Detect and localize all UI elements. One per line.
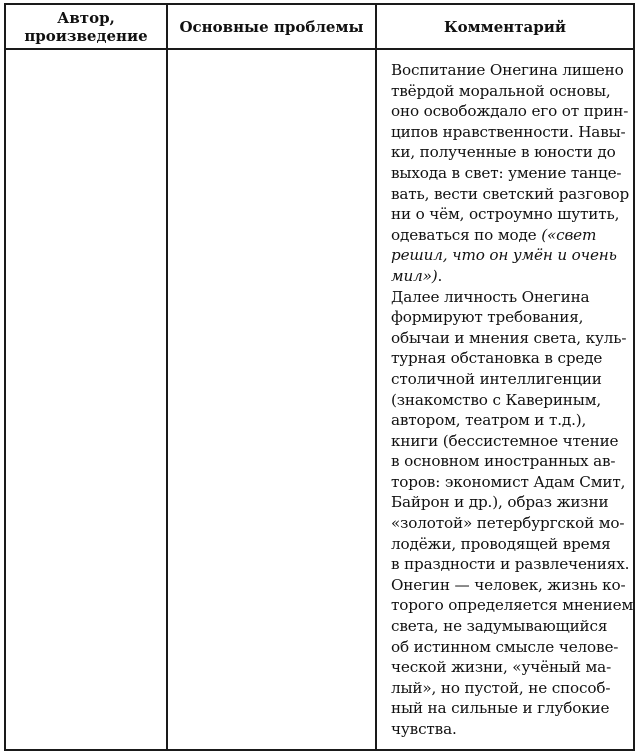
comment-line-text: Воспитание Онегина лишено (391, 61, 624, 79)
comment-line (391, 81, 629, 102)
comment-line (391, 101, 629, 122)
comment-line (391, 575, 629, 596)
comment-line (391, 492, 629, 513)
comment-line-text: твёрдой моральной основы, (391, 81, 611, 100)
comment-line (391, 287, 629, 308)
comment-italic-text: мил») (391, 266, 438, 285)
comment-line-text: Байрон и др.), образ жизни (391, 493, 609, 512)
comment-line-text: (знакомство с Кавериным, (391, 390, 602, 409)
comment-line (391, 369, 629, 390)
comment-line-text: ный на сильные и глубокие (391, 699, 610, 718)
comment-line (391, 266, 629, 287)
header-comment: Комментарий (376, 4, 634, 49)
comment-line (391, 678, 629, 699)
comment-line (391, 595, 634, 616)
comment-line (391, 122, 629, 143)
comment-line-text: об истинном смысле челове- (391, 637, 619, 656)
comment-line-text: книги (бессистемное чтение (391, 431, 619, 450)
comment-line-text: света, не задумывающийся (391, 617, 608, 636)
comment-line-text: лый», но пустой, не способ- (391, 678, 611, 697)
comment-line (391, 60, 629, 81)
header-problems: Основные проблемы (167, 4, 376, 49)
comment-line-text: турная обстановка в среде (391, 349, 603, 368)
comment-line (391, 431, 629, 452)
comment-line-text: формируют требования, (391, 308, 584, 327)
comment-line (391, 328, 629, 349)
table-row (5, 49, 634, 750)
comment-line-text: автором, театром и т.д.), (391, 411, 587, 430)
comment-line-text: столичной интеллигенции (391, 369, 602, 388)
comment-line (391, 534, 629, 555)
comment-line-text: оно освобождало его от прин- (391, 102, 629, 121)
comment-line (391, 616, 629, 637)
comment-line (391, 225, 629, 246)
comment-line-text: обычаи и мнения света, куль- (391, 328, 627, 347)
comment-line (391, 472, 629, 493)
comment-line-text: выхода в свет: умение танце- (391, 163, 622, 182)
comment-line-text: в основном иностранных ав- (391, 452, 616, 471)
comment-italic-text: решил, что он умён и очень (391, 246, 617, 265)
comment-line (391, 245, 629, 266)
comment-line-text: лодёжи, проводящей время (391, 534, 611, 553)
comment-line-text: ни о чём, остроумно шутить, (391, 205, 620, 224)
comment-line (391, 719, 629, 740)
author-cell (5, 49, 167, 750)
comment-line-text: одеваться по моде (391, 225, 542, 244)
comment-line (391, 184, 629, 205)
comment-line-text: в праздности и развлечениях. (391, 555, 630, 574)
comment-line (391, 390, 629, 411)
comment-line-text: Онегин — человек, жизнь ко- (391, 575, 626, 594)
comment-line (391, 307, 629, 328)
literature-table (4, 3, 635, 751)
comment-line-text: вать, вести светский разговор (391, 184, 630, 203)
comment-line (391, 348, 629, 369)
comment-line-text: торого определяется мнением (391, 596, 634, 615)
header-row (5, 4, 634, 49)
comment-line (391, 204, 629, 225)
comment-line (391, 698, 629, 719)
comment-line (391, 410, 629, 431)
comment-line-text: . (437, 266, 443, 285)
comment-line-text: ки, полученные в юности до (391, 143, 616, 162)
header-author: Автор, произведение (5, 4, 167, 49)
comment-italic-text: («свет (541, 225, 597, 244)
comment-line (391, 637, 629, 658)
comment-line (391, 657, 629, 678)
comment-line (391, 513, 629, 534)
comment-line-text: ческой жизни, «учёный ма- (391, 658, 612, 677)
comment-line-text: Далее личность Онегина (391, 287, 590, 306)
comment-line-text: «золотой» петербургской мо- (391, 514, 625, 533)
comment-line-text: ципов нравственности. Навы- (391, 122, 626, 141)
comment-line (391, 142, 629, 163)
comment-text (377, 50, 633, 740)
comment-line-text: торов: экономист Адам Смит, (391, 472, 626, 491)
comment-line (391, 554, 629, 575)
comment-cell (376, 49, 634, 750)
comment-line (391, 451, 629, 472)
comment-line (391, 163, 629, 184)
comment-line-text: чувства. (391, 720, 457, 738)
problems-cell (167, 49, 376, 750)
